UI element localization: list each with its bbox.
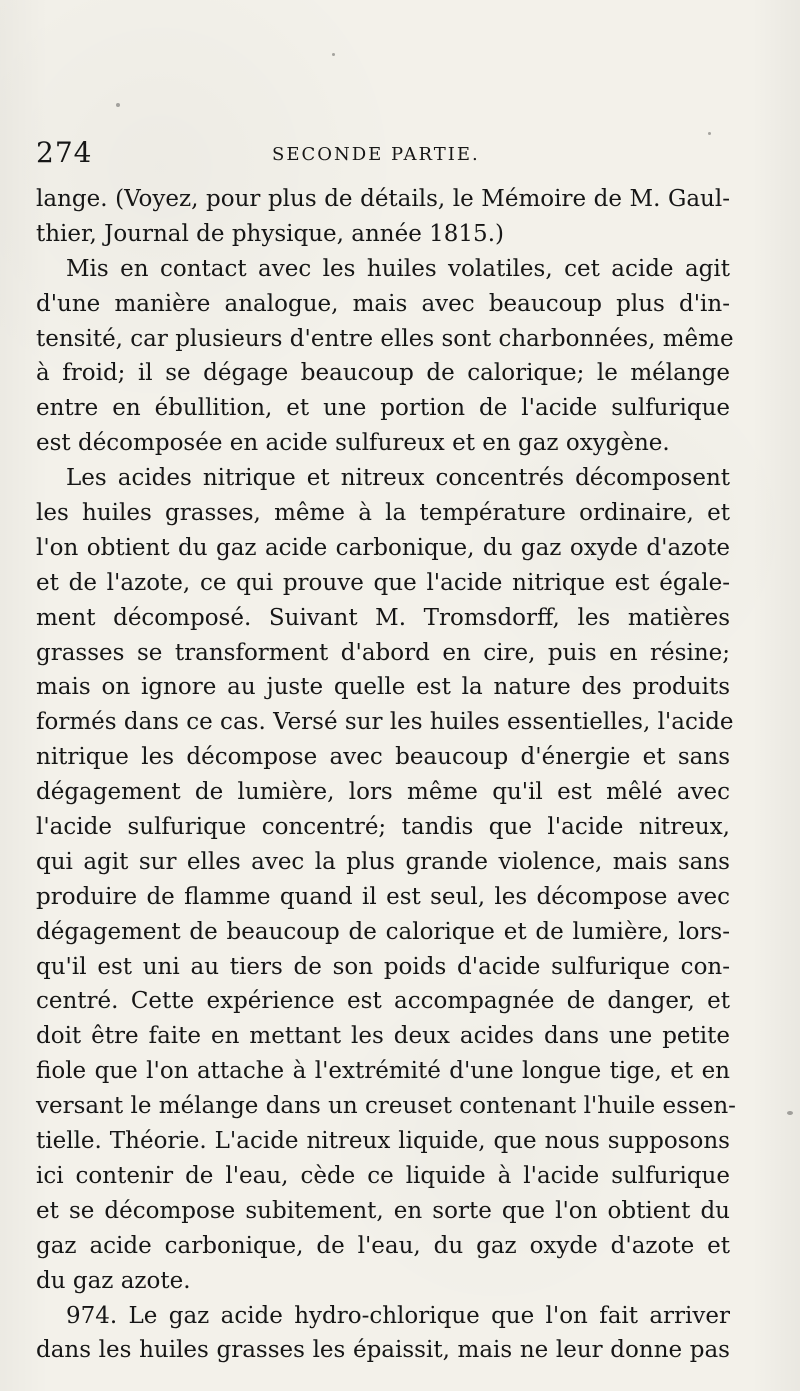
text-line-6: à froid; il se dégage beaucoup de calorique; le mélange (36, 360, 730, 387)
text-line-27: versant le mélange dans un creuset contenant l'huile essen- (36, 1093, 736, 1120)
text-line-5: tensité, car plusieurs d'entre elles sont charbonnées, même (36, 325, 734, 352)
text-line-17: nitrique les décompose avec beaucoup d'énergie et sans (36, 744, 730, 771)
text-line-25: doit être faite en mettant les deux acides dans une petite (36, 1023, 730, 1050)
text-line-13: ment décomposé. Suivant M. Tromsdorff, les matières (36, 604, 730, 631)
text-line-18: dégagement de lumière, lors même qu'il est mêlé avec (36, 779, 730, 806)
text-line-10: les huiles grasses, même à la température ordinaire, et (36, 500, 730, 527)
text-line-30: et se décompose subitement, en sorte que l'on obtient du (36, 1197, 730, 1224)
page-header (36, 136, 728, 176)
text-line-8: est décomposée en acide sulfureux et en gaz oxygène. (36, 430, 670, 457)
text-line-22: dégagement de beaucoup de calorique et de lumière, lors- (36, 918, 730, 945)
text-line-21: produire de flamme quand il est seul, les décompose avec (36, 883, 730, 910)
text-line-20: qui agit sur elles avec la plus grande violence, mais sans (36, 848, 730, 875)
text-line-16: formés dans ce cas. Versé sur les huiles essentielles, l'acide (36, 709, 734, 736)
text-line-15: mais on ignore au juste quelle est la nature des produits (36, 674, 730, 701)
paper-speck-2 (708, 132, 711, 135)
text-line-32: du gaz azote. (36, 1267, 191, 1294)
text-line-11: l'on obtient du gaz acide carbonique, du gaz oxyde d'azote (36, 534, 730, 561)
text-line-1: lange. (Voyez, pour plus de détails, le Mémoire de M. Gaul- (36, 186, 730, 212)
text-line-26: fiole que l'on attache à l'extrémité d'une longue tige, et en (36, 1058, 730, 1085)
text-line-2: thier, Journal de physique, année 1815.) (36, 220, 504, 247)
text-line-34: dans les huiles grasses les épaissit, mais ne leur donne pas (36, 1337, 730, 1364)
text-line-12: et de l'azote, ce qui prouve que l'acide nitrique est égale- (36, 569, 730, 596)
main-text (36, 182, 736, 1368)
text-line-28: tielle. Théorie. L'acide nitreux liquide, que nous supposons (36, 1128, 730, 1155)
paper-speck-4 (332, 53, 335, 56)
text-line-14: grasses se transforment d'abord en cire, puis en résine; (36, 639, 730, 666)
text-line-24: centré. Cette expérience est accompagnée de danger, et (36, 988, 730, 1015)
page-number: 274 (36, 136, 93, 169)
text-line-19: l'acide sulfurique concentré; tandis que l'acide nitreux, (36, 814, 730, 841)
text-line-3: Mis en contact avec les huiles volatiles, cet acide agit (66, 255, 730, 282)
text-line-4: d'une manière analogue, mais avec beaucoup plus d'in- (36, 290, 730, 317)
text-line-7: entre en ébullition, et une portion de l'acide sulfurique (36, 395, 730, 422)
paper-speck-1 (116, 103, 120, 107)
text-line-23: qu'il est uni au tiers de son poids d'acide sulfurique con- (36, 953, 730, 980)
paper-speck-3 (787, 1111, 793, 1115)
text-line-29: ici contenir de l'eau, cède ce liquide à l'acide sulfurique (36, 1162, 730, 1189)
running-head: SECONDE PARTIE. (272, 144, 480, 165)
text-line-33: 974. Le gaz acide hydro-chlorique que l'on fait arriver (66, 1302, 730, 1329)
text-line-9: Les acides nitrique et nitreux concentrés décomposent (66, 465, 730, 492)
text-line-31: gaz acide carbonique, de l'eau, du gaz oxyde d'azote et (36, 1232, 730, 1259)
